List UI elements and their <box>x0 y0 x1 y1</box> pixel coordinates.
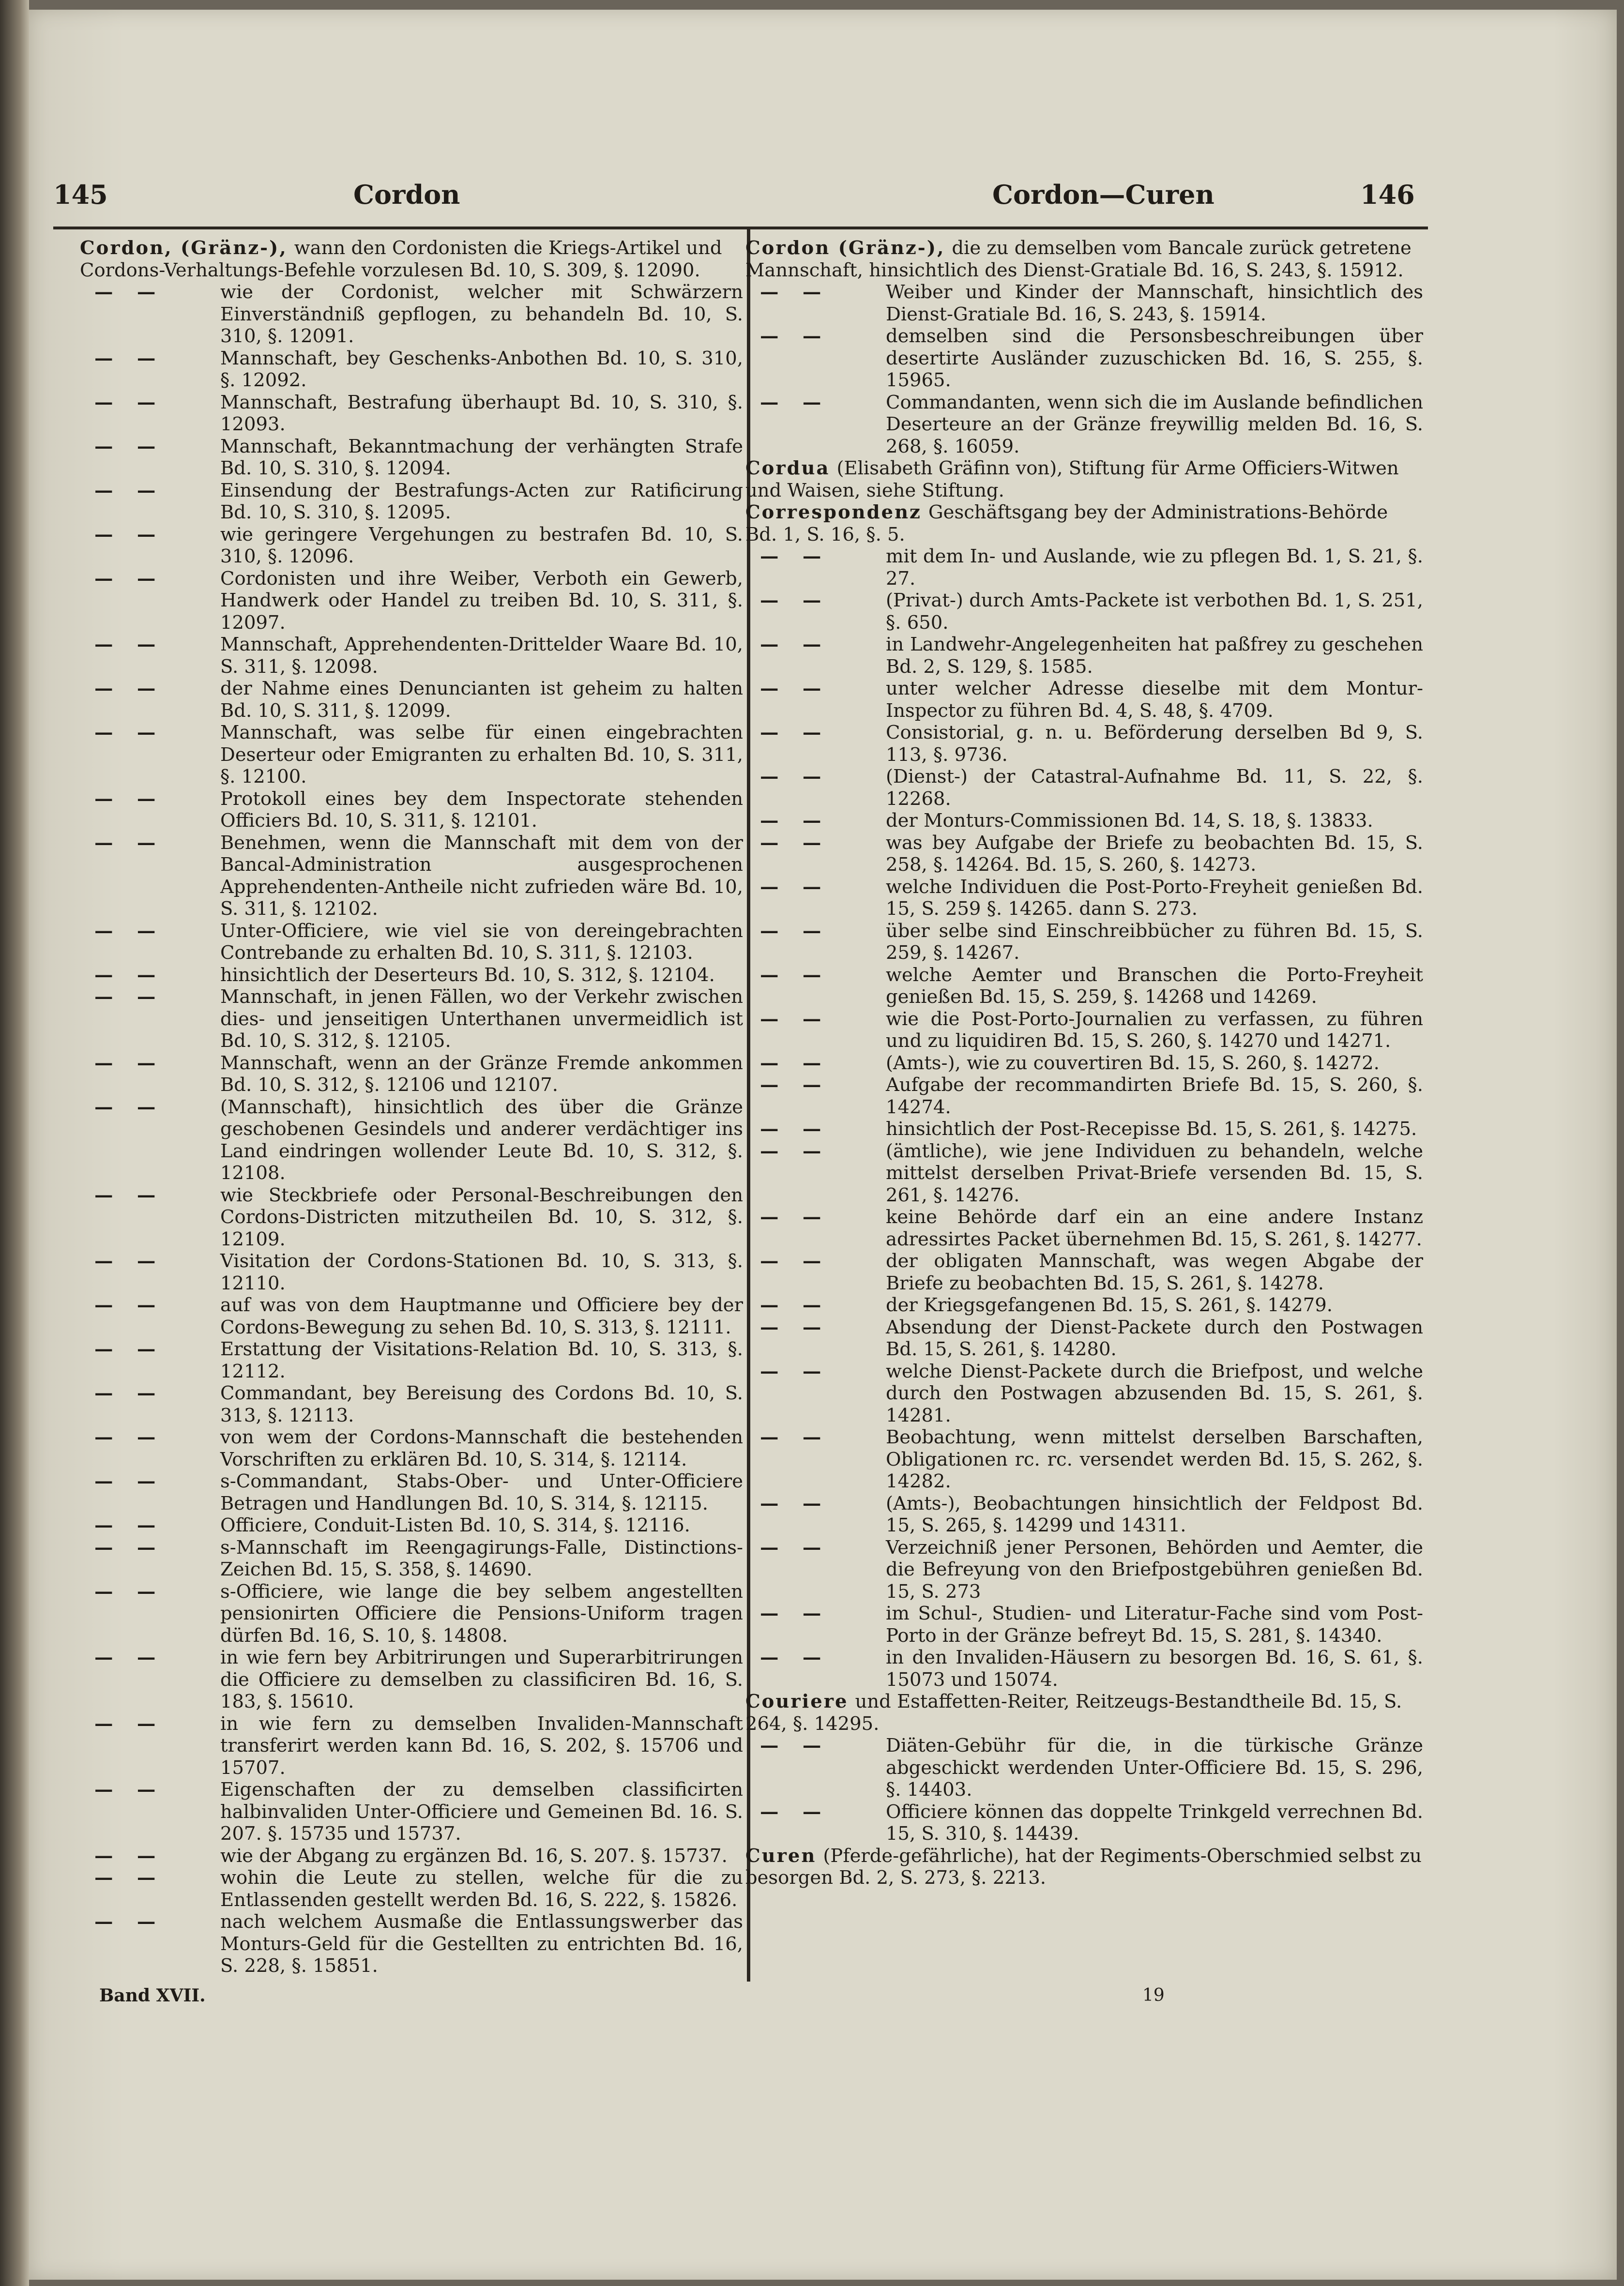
entry-text: Mannschaft, bey Geschenks-Anbothen Bd. 10, S. 310, §. 12092. <box>220 347 743 391</box>
index-entry <box>80 722 743 788</box>
entry-text: (ämtliche), wie jene Individuen zu behandeln, welche mittelst derselben Privat-Briefe versenden Bd. 15, S. 261, §. 14276. <box>886 1140 1423 1206</box>
ditto-mark: — — <box>94 1712 165 1735</box>
index-entry <box>745 920 1423 964</box>
ditto-mark: — — <box>94 1426 165 1448</box>
entry-text: Unter-Officiere, wie viel sie von dereingebrachten Contrebande zu erhalten Bd. 10, S. 311, §. 12103. <box>220 920 743 964</box>
ditto-mark: — — <box>94 523 165 545</box>
ditto-mark: — — <box>760 1735 830 1756</box>
entry-text: Mannschaft, wenn an der Gränze Fremde ankommen Bd. 10, S. 312, §. 12106 und 12107. <box>220 1052 743 1096</box>
index-entry <box>745 1845 1423 1889</box>
index-entry <box>80 1294 743 1338</box>
ditto-mark: — — <box>760 832 830 854</box>
entry-text: in den Invaliden-Häusern zu besorgen Bd. 16, S. 61, §. 15073 und 15074. <box>886 1647 1423 1691</box>
index-entry <box>80 1052 743 1096</box>
left-column <box>80 237 743 1977</box>
ditto-mark: — — <box>94 1867 165 1889</box>
index-entry <box>745 1052 1423 1075</box>
index-entry <box>745 832 1423 876</box>
ditto-mark: — — <box>760 810 830 832</box>
entry-text: Diäten-Gebühr für die, in die türkische Gränze abgeschickt werdenden Unter-Officiere Bd. 15, S. 296, §. 14403. <box>886 1735 1423 1801</box>
index-entry <box>80 1250 743 1294</box>
ditto-mark: — — <box>94 787 165 810</box>
ditto-mark: — — <box>760 1647 830 1668</box>
entry-text: s-Mannschaft im Reengagirungs-Falle, Distinctions-Zeichen Bd. 15, S. 358, §. 14690. <box>220 1536 743 1580</box>
ditto-mark: — — <box>760 1206 830 1228</box>
entry-text: Beobachtung, wenn mittelst derselben Barschaften, Obligationen rc. rc. versendet werden Bd. 15, S. 262, §. 14282. <box>886 1426 1423 1492</box>
index-entry <box>745 1074 1423 1118</box>
footer-volume: Band XVII. <box>99 1985 206 2006</box>
ditto-mark: — — <box>94 435 165 457</box>
ditto-mark: — — <box>94 391 165 413</box>
ditto-mark: — — <box>760 1603 830 1624</box>
index-entry <box>80 1713 743 1779</box>
ditto-mark: — — <box>760 1118 830 1140</box>
ditto-mark: — — <box>94 1779 165 1801</box>
entry-text: Commandant, bey Bereisung des Cordons Bd. 10, S. 313, §. 12113. <box>220 1382 743 1426</box>
ditto-mark: — — <box>760 1492 830 1514</box>
ditto-mark: — — <box>760 876 830 898</box>
index-entry <box>745 1250 1423 1294</box>
entry-text: der Kriegsgefangenen Bd. 15, S. 261, §. 14279. <box>886 1294 1333 1316</box>
index-entry <box>745 325 1423 392</box>
entry-text: s-Commandant, Stabs-Ober- und Unter-Officiere Betragen und Handlungen Bd. 10, S. 314, §. 12115. <box>220 1470 743 1514</box>
entry-text: wie der Abgang zu ergänzen Bd. 16, S. 207. §. 15737. <box>220 1845 728 1867</box>
right-column <box>745 237 1423 1889</box>
header-rule <box>53 227 1428 229</box>
entry-text: in Landwehr-Angelegenheiten hat paßfrey zu geschehen Bd. 2, S. 129, §. 1585. <box>886 634 1423 678</box>
index-entry <box>745 545 1423 590</box>
entry-text: Visitation der Cordons-Stationen Bd. 10, S. 313, §. 12110. <box>220 1250 743 1294</box>
entry-text: Protokoll eines bey dem Inspectorate stehenden Officiers Bd. 10, S. 311, §. 12101. <box>220 787 743 832</box>
ditto-mark: — — <box>94 1096 165 1118</box>
index-entry <box>80 1184 743 1251</box>
index-entry <box>80 1470 743 1514</box>
index-entry <box>745 876 1423 920</box>
entry-text: Officiere, Conduit-Listen Bd. 10, S. 314, §. 12116. <box>220 1514 690 1536</box>
ditto-mark: — — <box>94 678 165 699</box>
index-entry <box>80 920 743 964</box>
ditto-mark: — — <box>760 391 830 413</box>
page-number-left: 145 <box>53 179 108 210</box>
entry-text: welche Individuen die Post-Porto-Freyheit genießen Bd. 15, S. 259 §. 14265. dann S. 273. <box>886 876 1423 920</box>
index-entry <box>80 568 743 634</box>
entry-text: Erstattung der Visitations-Relation Bd. 10, S. 313, §. 12112. <box>220 1338 743 1382</box>
entry-text: der obligaten Mannschaft, was wegen Abgabe der Briefe zu beobachten Bd. 15, S. 261, §. 14278. <box>886 1250 1423 1294</box>
entry-text: (Privat-) durch Amts-Packete ist verbothen Bd. 1, S. 251, §. 650. <box>886 590 1423 634</box>
entry-text: (Mannschaft), hinsichtlich des über die Gränze geschobenen Gesindels und anderer verdächtiger ins Land eindringen wollender Leute Bd. 10, S. 312, §. 12108. <box>220 1096 743 1184</box>
index-entry <box>745 1691 1423 1735</box>
entry-text: (Pferde-gefährliche), hat der Regiments-Oberschmied selbst zu besorgen Bd. 2, S. 273, §. 2213. <box>745 1845 1422 1889</box>
ditto-mark: — — <box>94 1536 165 1559</box>
index-entry <box>745 1118 1423 1140</box>
running-title-left: Cordon <box>353 179 460 210</box>
index-entry <box>745 1361 1423 1427</box>
entry-text: Consistorial, g. n. u. Beförderung derselben Bd 9, S. 113, §. 9736. <box>886 722 1423 766</box>
index-entry <box>80 634 743 678</box>
index-entry <box>745 501 1423 545</box>
index-entry <box>745 1801 1423 1845</box>
index-entry <box>80 436 743 480</box>
ditto-mark: — — <box>94 479 165 501</box>
entry-text: der Nahme eines Denuncianten ist geheim zu halten Bd. 10, S. 311, §. 12099. <box>220 678 743 722</box>
index-entry <box>745 964 1423 1008</box>
entry-text: Mannschaft, was selbe für einen eingebrachten Deserteur oder Emigranten zu erhalten Bd. 10, S. 311, §. 12100. <box>220 722 743 787</box>
entry-text: Mannschaft, Bekanntmachung der verhängten Strafe Bd. 10, S. 310, §. 12094. <box>220 435 743 479</box>
entry-text: und Estaffetten-Reiter, Reitzeugs-Bestandtheile Bd. 15, S. 264, §. 14295. <box>745 1691 1402 1735</box>
index-entry <box>80 1537 743 1581</box>
ditto-mark: — — <box>760 1316 830 1338</box>
index-entry <box>745 1735 1423 1801</box>
index-entry <box>80 348 743 392</box>
entry-text: wann den Cordonisten die Kriegs-Artikel und Cordons-Verhaltungs-Befehle vorzulesen Bd. 10, S. 309, §. 12090. <box>80 237 722 281</box>
ditto-mark: — — <box>94 920 165 942</box>
entry-heading: Cordon (Gränz-), <box>745 237 945 259</box>
index-entry <box>80 832 743 920</box>
index-entry <box>745 1206 1423 1250</box>
ditto-mark: — — <box>760 1360 830 1382</box>
ditto-mark: — — <box>760 1250 830 1272</box>
index-entry <box>80 480 743 524</box>
ditto-mark: — — <box>760 325 830 347</box>
entry-text: die zu demselben vom Bancale zurück getretene Mannschaft, hinsichtlich des Dienst-Gratiale Bd. 16, S. 243, §. 15912. <box>745 237 1412 281</box>
index-entry <box>745 281 1423 325</box>
ditto-mark: — — <box>760 281 830 303</box>
entry-heading: Correspondenz <box>745 501 922 523</box>
entry-text: in wie fern zu demselben Invaliden-Mannschaft transferirt werden kann Bd. 16, S. 202, §. 15706 und 15707. <box>220 1712 743 1779</box>
ditto-mark: — — <box>760 1074 830 1096</box>
index-entry <box>80 524 743 568</box>
index-entry <box>80 1514 743 1537</box>
ditto-mark: — — <box>94 1294 165 1316</box>
ditto-mark: — — <box>760 766 830 787</box>
ditto-mark: — — <box>760 722 830 743</box>
entry-text: mit dem In- und Auslande, wie zu pflegen Bd. 1, S. 21, §. 27. <box>886 545 1423 590</box>
index-entry <box>745 590 1423 634</box>
entry-text: was bey Aufgabe der Briefe zu beobachten Bd. 15, S. 258, §. 14264. Bd. 15, S. 260, §. 14273. <box>886 832 1423 876</box>
ditto-mark: — — <box>760 1140 830 1162</box>
entry-text: Verzeichniß jener Personen, Behörden und Aemter, die die Befreyung von den Briefpostgebühren genießen Bd. 15, S. 273 <box>886 1536 1423 1603</box>
entry-text: Mannschaft, Bestrafung überhaupt Bd. 10, S. 310, §. 12093. <box>220 391 743 435</box>
index-entry <box>80 1779 743 1845</box>
entry-text: demselben sind die Personsbeschreibungen über desertirte Ausländer zuzuschicken Bd. 16, S. 255, §. 15965. <box>886 325 1423 391</box>
ditto-mark: — — <box>760 1426 830 1448</box>
entry-heading: Cordon, (Gränz-), <box>80 237 288 259</box>
entry-text: wohin die Leute zu stellen, welche für die zu Entlassenden gestellt werden Bd. 16, S. 222, §. 15826. <box>220 1867 743 1911</box>
index-entry <box>745 1426 1423 1493</box>
entry-text: (Amts-), Beobachtungen hinsichtlich der Feldpost Bd. 15, S. 265, §. 14299 und 14311. <box>886 1492 1423 1536</box>
ditto-mark: — — <box>760 1536 830 1559</box>
entry-text: Cordonisten und ihre Weiber, Verboth ein Gewerb, Handwerk oder Handel zu treiben Bd. 10, S. 311, §. 12097. <box>220 567 743 634</box>
entry-text: wie Steckbriefe oder Personal-Beschreibungen den Cordons-Districten mitzutheilen Bd. 10, S. 312, §. 12109. <box>220 1184 743 1250</box>
index-entry <box>80 986 743 1052</box>
index-entry <box>80 964 743 986</box>
entry-text: unter welcher Adresse dieselbe mit dem Montur-Inspector zu führen Bd. 4, S. 48, §. 4709. <box>886 678 1423 722</box>
index-entry <box>80 1911 743 1977</box>
index-entry <box>745 1294 1423 1317</box>
index-entry <box>745 1603 1423 1647</box>
entry-text: der Monturs-Commissionen Bd. 14, S. 18, §. 13833. <box>886 810 1373 832</box>
ditto-mark: — — <box>94 1338 165 1360</box>
entry-text: Geschäftsgang bey der Administrations-Behörde Bd. 1, S. 16, §. 5. <box>745 501 1388 545</box>
index-entry <box>80 1382 743 1426</box>
entry-text: Officiere können das doppelte Trinkgeld verrechnen Bd. 15, S. 310, §. 14439. <box>886 1801 1423 1845</box>
ditto-mark: — — <box>94 964 165 986</box>
index-entry <box>745 634 1423 678</box>
ditto-mark: — — <box>94 1911 165 1933</box>
ditto-mark: — — <box>94 1184 165 1206</box>
entry-text: hinsichtlich der Post-Recepisse Bd. 15, S. 261, §. 14275. <box>886 1118 1417 1140</box>
entry-text: keine Behörde darf ein an eine andere Instanz adressirtes Packet übernehmen Bd. 15, S. 261, §. 14277. <box>886 1206 1423 1250</box>
entry-text: (Dienst-) der Catastral-Aufnahme Bd. 11, S. 22, §. 12268. <box>886 766 1423 810</box>
ditto-mark: — — <box>760 920 830 942</box>
index-entry <box>745 457 1423 501</box>
ditto-mark: — — <box>94 1470 165 1492</box>
ditto-mark: — — <box>760 1008 830 1030</box>
index-entry <box>745 1008 1423 1052</box>
entry-text: von wem der Cordons-Mannschaft die bestehenden Vorschriften zu erklären Bd. 10, S. 314, §. 12114. <box>220 1426 743 1470</box>
ditto-mark: — — <box>94 567 165 590</box>
page-header <box>53 179 1415 223</box>
index-entry <box>80 1426 743 1470</box>
index-entry <box>745 810 1423 832</box>
entry-text: Mannschaft, in jenen Fällen, wo der Verkehr zwischen dies- und jenseitigen Unterthanen unvermeidlich ist Bd. 10, S. 312, §. 12105. <box>220 986 743 1052</box>
entry-text: Einsendung der Bestrafungs-Acten zur Ratificirung Bd. 10, S. 310, §. 12095. <box>220 479 743 523</box>
index-entry <box>745 237 1423 281</box>
entry-text: auf was von dem Hauptmanne und Officiere bey der Cordons-Bewegung zu sehen Bd. 10, S. 313, §. 12111. <box>220 1294 743 1338</box>
ditto-mark: — — <box>94 1580 165 1603</box>
entry-text: (Amts-), wie zu couvertiren Bd. 15, S. 260, §. 14272. <box>886 1052 1380 1074</box>
entry-text: wie geringere Vergehungen zu bestrafen Bd. 10, S. 310, §. 12096. <box>220 523 743 567</box>
index-entry <box>745 1493 1423 1537</box>
index-entry <box>745 722 1423 766</box>
entry-text: Commandanten, wenn sich die im Auslande befindlichen Deserteure an der Gränze freywillig melden Bd. 16, S. 268, §. 16059. <box>886 391 1423 457</box>
ditto-mark: — — <box>94 1052 165 1074</box>
index-entry <box>80 1338 743 1382</box>
index-entry <box>80 1647 743 1713</box>
entry-text: hinsichtlich der Deserteurs Bd. 10, S. 312, §. 12104. <box>220 964 715 986</box>
index-entry <box>80 788 743 832</box>
ditto-mark: — — <box>94 347 165 369</box>
index-entry <box>745 1537 1423 1603</box>
ditto-mark: — — <box>94 832 165 854</box>
entry-text: Weiber und Kinder der Mannschaft, hinsichtlich des Dienst-Gratiale Bd. 16, S. 243, §. 15914. <box>886 281 1423 325</box>
entry-heading: Cordua <box>745 457 830 479</box>
index-entry <box>745 678 1423 722</box>
book-gutter <box>0 0 29 2286</box>
entry-text: welche Aemter und Branschen die Porto-Freyheit genießen Bd. 15, S. 259, §. 14268 und 14269. <box>886 964 1423 1008</box>
index-entry <box>80 392 743 436</box>
ditto-mark: — — <box>760 1052 830 1074</box>
index-entry <box>745 392 1423 458</box>
ditto-mark: — — <box>94 1250 165 1272</box>
entry-text: (Elisabeth Gräfinn von), Stiftung für Arme Officiers-Witwen und Waisen, siehe Stiftung. <box>745 457 1399 501</box>
ditto-mark: — — <box>94 986 165 1008</box>
index-entry <box>745 1140 1423 1207</box>
ditto-mark: — — <box>94 1647 165 1668</box>
ditto-mark: — — <box>760 1294 830 1316</box>
ditto-mark: — — <box>760 634 830 655</box>
ditto-mark: — — <box>94 1382 165 1404</box>
index-entry <box>80 1096 743 1184</box>
ditto-mark: — — <box>94 1514 165 1536</box>
ditto-mark: — — <box>94 634 165 655</box>
index-entry <box>80 1581 743 1647</box>
ditto-mark: — — <box>94 281 165 303</box>
entry-text: Benehmen, wenn die Mannschaft mit dem von der Bancal-Administration ausgesprochenen Apprehendenten-Antheile nicht zufrieden wäre Bd. 10, S. 311, §. 12102. <box>220 832 743 920</box>
entry-text: über selbe sind Einschreibbücher zu führen Bd. 15, S. 259, §. 14267. <box>886 920 1423 964</box>
entry-text: wie der Cordonist, welcher mit Schwärzern Einverständniß gepflogen, zu behandeln Bd. 10, S. 310, §. 12091. <box>220 281 743 347</box>
entry-text: wie die Post-Porto-Journalien zu verfassen, zu führen und zu liquidiren Bd. 15, S. 260, §. 14270 und 14271. <box>886 1008 1423 1052</box>
index-entry <box>80 237 743 281</box>
page-number-right: 146 <box>1360 179 1415 210</box>
ditto-mark: — — <box>94 722 165 743</box>
entry-heading: Couriere <box>745 1691 849 1712</box>
ditto-mark: — — <box>760 1801 830 1823</box>
entry-text: Aufgabe der recommandirten Briefe Bd. 15, S. 260, §. 14274. <box>886 1074 1423 1118</box>
ditto-mark: — — <box>760 964 830 986</box>
entry-text: Absendung der Dienst-Packete durch den Postwagen Bd. 15, S. 261, §. 14280. <box>886 1316 1423 1360</box>
entry-text: nach welchem Ausmaße die Entlassungswerber das Monturs-Geld für die Gestellten zu entrichten Bd. 16, S. 228, §. 15851. <box>220 1911 743 1977</box>
entry-text: s-Officiere, wie lange die bey selbem angestellten pensionirten Officiere die Pensions-Uniform tragen dürfen Bd. 16, S. 10, §. 14808. <box>220 1580 743 1647</box>
entry-heading: Curen <box>745 1845 817 1867</box>
ditto-mark: — — <box>760 678 830 699</box>
index-entry <box>745 1317 1423 1361</box>
ditto-mark: — — <box>760 545 830 567</box>
index-entry <box>80 281 743 348</box>
index-entry <box>80 1845 743 1867</box>
entry-text: welche Dienst-Packete durch die Briefpost, und welche durch den Postwagen abzusenden Bd. 15, S. 261, §. 14281. <box>886 1360 1423 1426</box>
ditto-mark: — — <box>760 590 830 611</box>
footer-signature: 19 <box>1142 1985 1165 2005</box>
ditto-mark: — — <box>94 1845 165 1867</box>
running-title-right: Cordon—Curen <box>992 179 1214 210</box>
entry-text: Eigenschaften der zu demselben classificirten halbinvaliden Unter-Officiere und Gemeinen Bd. 16. S. 207. §. 15735 und 15737. <box>220 1779 743 1845</box>
index-entry <box>745 1647 1423 1691</box>
index-entry <box>745 766 1423 810</box>
entry-text: in wie fern bey Arbitrirungen und Superarbitrirungen die Officiere zu demselben zu classificiren Bd. 16, S. 183, §. 15610. <box>220 1647 743 1712</box>
entry-text: im Schul-, Studien- und Literatur-Fache sind vom Post-Porto in der Gränze befreyt Bd. 15, S. 281, §. 14340. <box>886 1603 1423 1647</box>
index-entry <box>80 1867 743 1911</box>
index-entry <box>80 678 743 722</box>
entry-text: Mannschaft, Apprehendenten-Drittelder Waare Bd. 10, S. 311, §. 12098. <box>220 634 743 678</box>
